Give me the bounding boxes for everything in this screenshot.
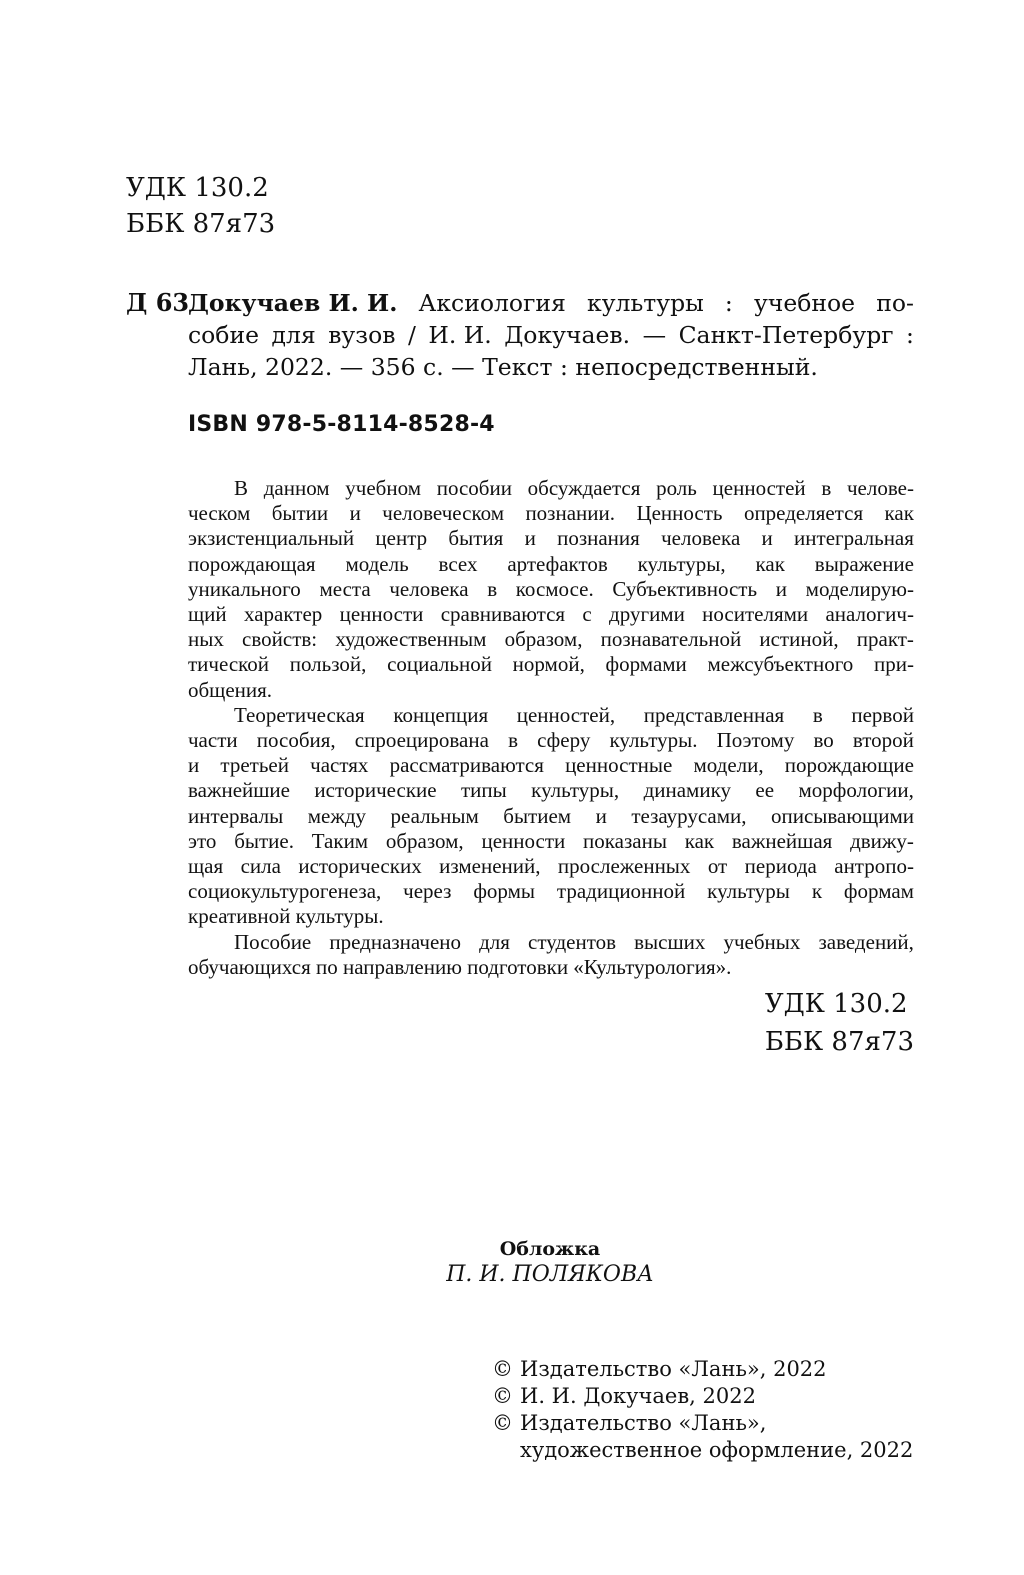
classification-bottom <box>765 985 914 1061</box>
abstract-word: всех <box>438 551 478 576</box>
abstract-line <box>188 955 914 980</box>
abstract-word: предназначено <box>329 929 462 954</box>
abstract-word: Поэтому <box>716 728 795 753</box>
copyright-notices <box>492 1356 913 1464</box>
abstract-word: социокультурогенеза, <box>188 879 382 904</box>
abstract-word: другими <box>609 602 685 627</box>
abstract-word: Субъективность <box>612 576 758 601</box>
abstract-word: формы <box>473 879 536 904</box>
abstract-word: бытие. <box>234 828 294 853</box>
abstract-line <box>188 577 914 602</box>
abstract-word: порождающие <box>784 753 914 778</box>
bib-line-2 <box>188 319 914 351</box>
abstract-line <box>188 904 914 929</box>
abstract-word: человека <box>389 576 469 601</box>
abstract-word: описывающими <box>771 803 914 828</box>
abstract-word: во <box>813 728 834 753</box>
abstract-text: креативной культуры. <box>188 904 384 929</box>
abstract-line <box>188 526 914 551</box>
abstract-line <box>188 552 914 577</box>
abstract-word: бытия <box>448 526 504 551</box>
abstract-word: космосе. <box>515 576 594 601</box>
bib-word: учебное <box>753 289 856 317</box>
udk-code: УДК 130.2 <box>126 173 269 203</box>
bib-word: / <box>407 321 416 349</box>
copyright-text: Издательство «Лань», <box>520 1411 767 1435</box>
abstract-word: типы <box>461 778 507 803</box>
bibliographic-description <box>188 287 914 383</box>
abstract-word: периода <box>744 854 817 879</box>
abstract-line <box>188 501 914 526</box>
abstract-word: части <box>188 728 238 753</box>
abstract-word: и <box>188 753 200 778</box>
abstract-word: ценности <box>481 828 566 853</box>
abstract-word: познавательной <box>600 627 742 652</box>
bib-line-3 <box>188 351 914 383</box>
abstract-word: формами <box>605 652 687 677</box>
copyright-symbol: © <box>492 1411 513 1435</box>
abstract-word: культуры. <box>609 728 698 753</box>
abstract-word: познания <box>557 526 640 551</box>
abstract-line <box>188 879 914 904</box>
bib-word: культуры <box>587 289 704 317</box>
abstract-word: как <box>884 501 914 526</box>
abstract-word: образом, <box>385 828 464 853</box>
abstract-word: образом, <box>504 627 583 652</box>
abstract-word: аналогич- <box>825 602 914 627</box>
abstract-word: ее <box>755 778 775 803</box>
abstract-word: изменений, <box>439 854 541 879</box>
abstract-word: человеческом <box>382 501 504 526</box>
abstract-line <box>188 602 914 627</box>
abstract-word: пользой, <box>289 652 367 677</box>
abstract-line <box>188 627 914 652</box>
copyright-symbol <box>492 1437 520 1464</box>
abstract-word: в <box>821 476 832 500</box>
abstract-word: сферу <box>537 728 591 753</box>
abstract-word: к <box>811 879 823 904</box>
abstract-word: реальным <box>390 803 479 828</box>
abstract-word: щая <box>188 854 224 879</box>
abstract-word: места <box>319 576 371 601</box>
abstract-word: центр <box>375 526 428 551</box>
abstract-word: роль <box>656 476 697 500</box>
abstract-word: человека <box>661 526 741 551</box>
abstract-word: ных <box>188 627 224 652</box>
abstract-word: уникального <box>188 576 301 601</box>
abstract-word: ценности <box>339 602 424 627</box>
abstract-word: исторических <box>298 854 422 879</box>
abstract-word: движу- <box>850 828 914 853</box>
abstract-word: интегральная <box>794 526 914 551</box>
bib-publication-info: Лань, 2022. — 356 с. — Текст : непосредственный. <box>188 353 818 381</box>
abstract-word: Таким <box>311 828 369 853</box>
abstract-word: познании. <box>525 501 615 526</box>
abstract-word: третьей <box>220 753 289 778</box>
abstract-word: ценностей, <box>516 702 616 727</box>
abstract-word: учебных <box>723 929 801 954</box>
abstract-word: формам <box>843 879 914 904</box>
abstract-word: между <box>307 803 367 828</box>
abstract-word: это <box>188 828 217 853</box>
abstract-word: модель <box>345 551 409 576</box>
isbn: ISBN 978-5-8114-8528-4 <box>188 412 495 437</box>
bib-word: для <box>271 321 316 349</box>
bib-word: Санкт-Петербург <box>678 321 894 349</box>
copyright-text: художественное оформление, 2022 <box>520 1438 914 1462</box>
abstract-word: артефактов <box>507 551 608 576</box>
copyright-symbol: © <box>492 1384 513 1408</box>
abstract-word: социальной <box>387 652 492 677</box>
abstract-word: и <box>775 576 787 601</box>
abstract-word: исторические <box>314 778 437 803</box>
abstract-word: важнейшая <box>731 828 833 853</box>
abstract-line <box>188 930 914 955</box>
abstract-word: через <box>403 879 452 904</box>
abstract-line <box>188 476 914 501</box>
abstract-word: выражение <box>814 551 914 576</box>
bib-word: Докучаев. <box>504 321 631 349</box>
abstract-word: при- <box>873 652 914 677</box>
abstract-word: традиционной <box>556 879 686 904</box>
abstract-word: моделирую- <box>805 576 914 601</box>
abstract-line <box>188 703 914 728</box>
abstract-word: тической <box>188 652 270 677</box>
abstract-word: антропо- <box>834 854 914 879</box>
cover-credit <box>0 1236 1024 1288</box>
author-sign: Д 63 <box>126 288 190 317</box>
abstract-word: интервалы <box>188 803 284 828</box>
abstract-word: практ- <box>856 627 914 652</box>
bib-word: : <box>906 321 914 349</box>
abstract-word: экзистенциальный <box>188 526 355 551</box>
abstract-word: второй <box>852 728 914 753</box>
abstract-word: культуры, <box>531 778 620 803</box>
bib-word: И. И. <box>428 321 492 349</box>
abstract-word: для <box>479 929 510 954</box>
abstract-line <box>188 652 914 677</box>
abstract-word: пособия, <box>256 728 336 753</box>
abstract-word: В <box>234 476 249 500</box>
abstract-word: и <box>349 501 361 526</box>
abstract-text: общения. <box>188 677 273 702</box>
udk-code: УДК 130.2 <box>764 989 908 1019</box>
abstract-word: межсубъектного <box>707 652 854 677</box>
abstract-word: истиной, <box>759 627 839 652</box>
abstract-word: модели, <box>693 753 764 778</box>
abstract-word: от <box>707 854 728 879</box>
abstract-word: свойств: <box>242 627 318 652</box>
abstract-word: ческом <box>188 501 251 526</box>
abstract-word: как <box>684 828 715 853</box>
abstract-word: и <box>595 803 607 828</box>
bbk-code: ББК 87я73 <box>126 209 276 239</box>
abstract-word: учебном <box>345 476 421 500</box>
abstract-word: культуры, <box>637 551 726 576</box>
abstract-word: бытии <box>271 501 329 526</box>
bib-word: вузов <box>328 321 396 349</box>
abstract-word: определяется <box>743 501 864 526</box>
abstract-word: показаны <box>583 828 667 853</box>
abstract-word: и <box>524 526 536 551</box>
copyright-text: И. И. Докучаев, 2022 <box>520 1384 756 1408</box>
abstract-word: Теоретическая <box>234 702 365 727</box>
abstract-word: бытием <box>503 803 572 828</box>
abstract-word: Пособие <box>234 929 312 954</box>
abstract-word: первой <box>851 702 914 727</box>
abstract-word: пособии <box>436 476 512 500</box>
abstract-word: данном <box>263 476 330 500</box>
abstract-word: рассматриваются <box>389 753 544 778</box>
abstract-line <box>188 778 914 803</box>
copyright-line <box>492 1356 913 1383</box>
abstract-word: обсуждается <box>527 476 641 500</box>
cover-label: Обложка <box>499 1238 601 1260</box>
abstract-word: студентов <box>528 929 617 954</box>
abstract <box>188 476 914 980</box>
abstract-word: художественным <box>335 627 487 652</box>
abstract-word: морфологии, <box>798 778 914 803</box>
bib-word: — <box>642 321 667 349</box>
cover-artist: П. И. ПОЛЯКОВА <box>446 1262 654 1287</box>
abstract-word: концепция <box>393 702 489 727</box>
abstract-word: представленная <box>643 702 785 727</box>
bib-word: собие <box>188 321 260 349</box>
abstract-word: в <box>487 576 498 601</box>
author-name: Докучаев И. И. <box>188 289 398 317</box>
abstract-word: частях <box>310 753 369 778</box>
abstract-line <box>188 854 914 879</box>
abstract-word: сила <box>240 854 281 879</box>
abstract-line <box>188 829 914 854</box>
abstract-text: обучающихся по направлению подготовки «Культурология». <box>188 954 732 979</box>
bib-word: Аксиология <box>418 289 566 317</box>
abstract-word: высших <box>634 929 706 954</box>
abstract-word: порождающая <box>188 551 316 576</box>
bbk-code: ББК 87я73 <box>764 1027 914 1057</box>
abstract-word: тезаурусами, <box>631 803 747 828</box>
abstract-word: и <box>761 526 773 551</box>
abstract-word: нормой, <box>512 652 585 677</box>
abstract-line <box>188 678 914 703</box>
bib-word: : <box>724 289 733 317</box>
copyright-line <box>492 1410 913 1437</box>
abstract-word: ценностей <box>712 476 806 500</box>
abstract-word: как <box>755 551 785 576</box>
copyright-line <box>492 1437 913 1464</box>
abstract-word: Ценность <box>636 501 723 526</box>
abstract-word: заведений, <box>818 929 914 954</box>
copyright-text: Издательство «Лань», 2022 <box>520 1357 827 1381</box>
abstract-word: прослеженных <box>557 854 691 879</box>
abstract-word: культуры <box>707 879 790 904</box>
bib-line-1 <box>188 287 914 319</box>
abstract-word: характер <box>243 602 323 627</box>
abstract-word: с <box>582 602 592 627</box>
abstract-word: динамику <box>643 778 731 803</box>
abstract-word: важнейшие <box>188 778 290 803</box>
abstract-word: в <box>508 728 518 753</box>
abstract-word: спроецирована <box>354 728 489 753</box>
abstract-line <box>188 728 914 753</box>
bib-word: по- <box>876 289 914 317</box>
abstract-word: челове- <box>847 476 914 500</box>
abstract-word: носителями <box>702 602 809 627</box>
classification-top <box>126 170 275 242</box>
abstract-line <box>188 804 914 829</box>
copyright-symbol: © <box>492 1357 513 1381</box>
abstract-word: сравниваются <box>440 602 566 627</box>
abstract-word: ценностные <box>565 753 673 778</box>
copyright-line <box>492 1383 913 1410</box>
abstract-word: в <box>812 702 823 727</box>
abstract-line <box>188 753 914 778</box>
abstract-word: щий <box>188 602 227 627</box>
